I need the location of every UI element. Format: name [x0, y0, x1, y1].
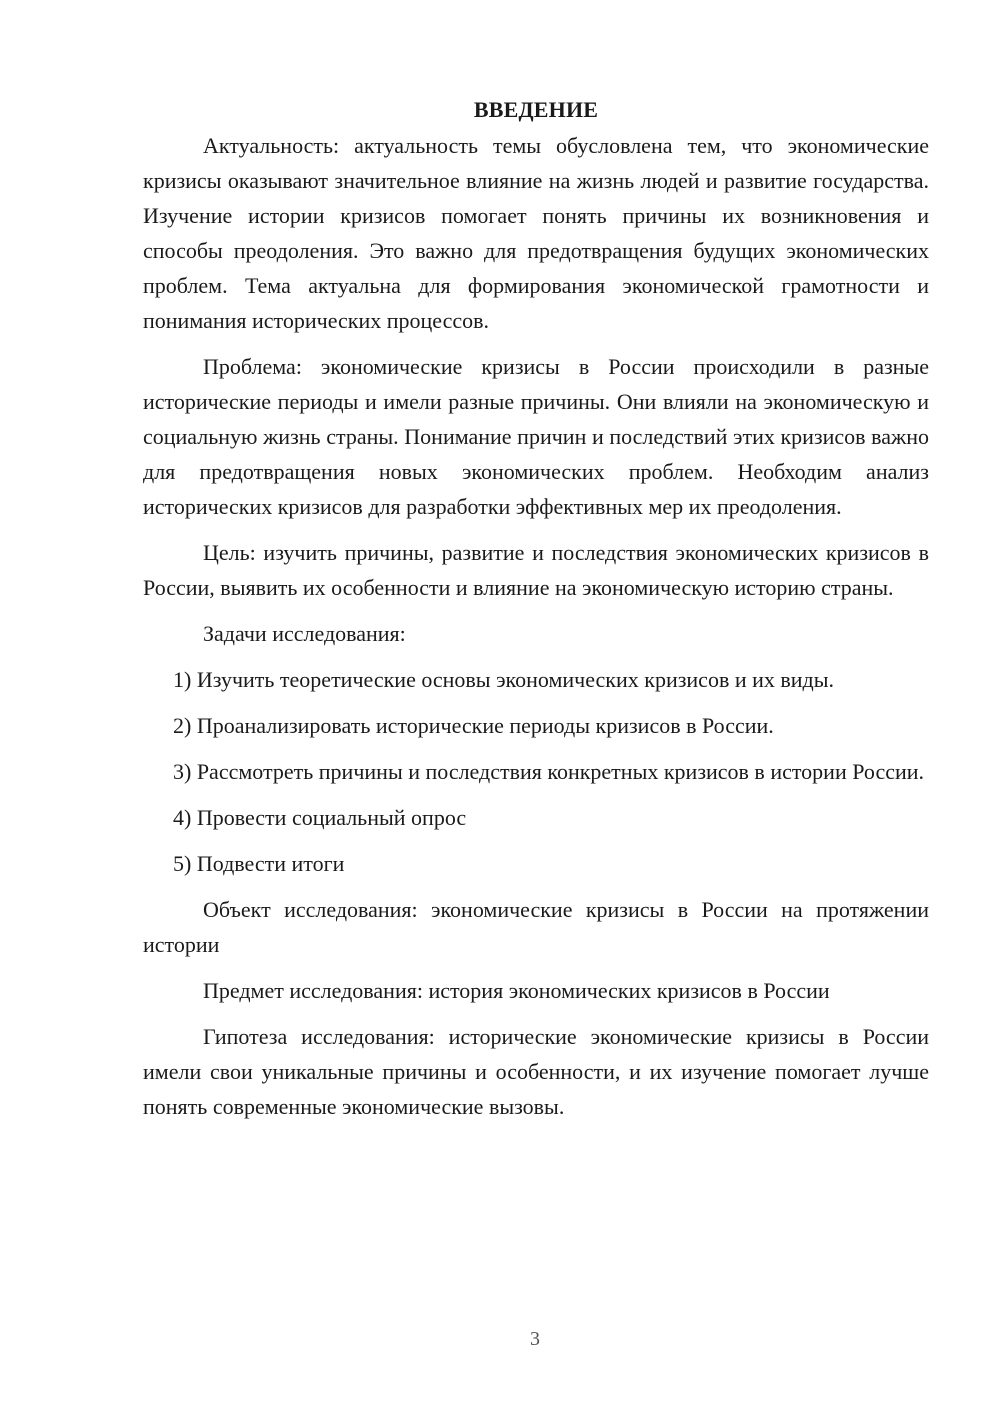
paragraph-problem: Проблема: экономические кризисы в России происходили в разные исторические периоды и имели разные причины. Они влияли на экономическую и социальную жизнь страны. Понимание причин и последствий этих кризисов важно для предотвращения новых экономических проблем. Необходим анализ исторических кризисов для разработки эффективных мер их преодоления.	[143, 354, 929, 519]
paragraph-tasks-heading: Задачи исследования:	[203, 621, 406, 646]
section-title: ВВЕДЕНИЕ	[473, 97, 599, 122]
document-page	[143, 92, 929, 1135]
paragraph-hypothesis: Гипотеза исследования: исторические экономические кризисы в России имели свои уникальные причины и особенности, и их изучение помогает лучше понять современные экономические вызовы.	[143, 1024, 929, 1119]
task-item-4: 4) Провести социальный опрос	[173, 805, 467, 830]
paragraph-subject: Предмет исследования: история экономических кризисов в России	[203, 978, 830, 1003]
paragraph-goal: Цель: изучить причины, развитие и последствия экономических кризисов в России, выявить их особенности и влияние на экономическую историю страны.	[143, 540, 929, 600]
task-item-2: 2) Проанализировать исторические периоды кризисов в России.	[173, 713, 774, 738]
paragraph-object: Объект исследования: экономические кризисы в России на протяжении истории	[143, 897, 929, 957]
task-item-1: 1) Изучить теоретические основы экономических кризисов и их виды.	[173, 667, 835, 692]
task-item-3: 3) Рассмотреть причины и последствия конкретных кризисов в истории России.	[173, 759, 925, 784]
paragraph-relevance: Актуальность: актуальность темы обусловлена тем, что экономические кризисы оказывают значительное влияние на жизнь людей и развитие государства. Изучение истории кризисов помогает понять причины их возникновения и способы преодоления. Это важно для предотвращения будущих экономических проблем. Тема актуальна для формирования экономической грамотности и понимания исторических процессов.	[143, 133, 929, 333]
task-item-5: 5) Подвести итоги	[173, 851, 345, 876]
page-number: 3	[530, 1328, 540, 1350]
